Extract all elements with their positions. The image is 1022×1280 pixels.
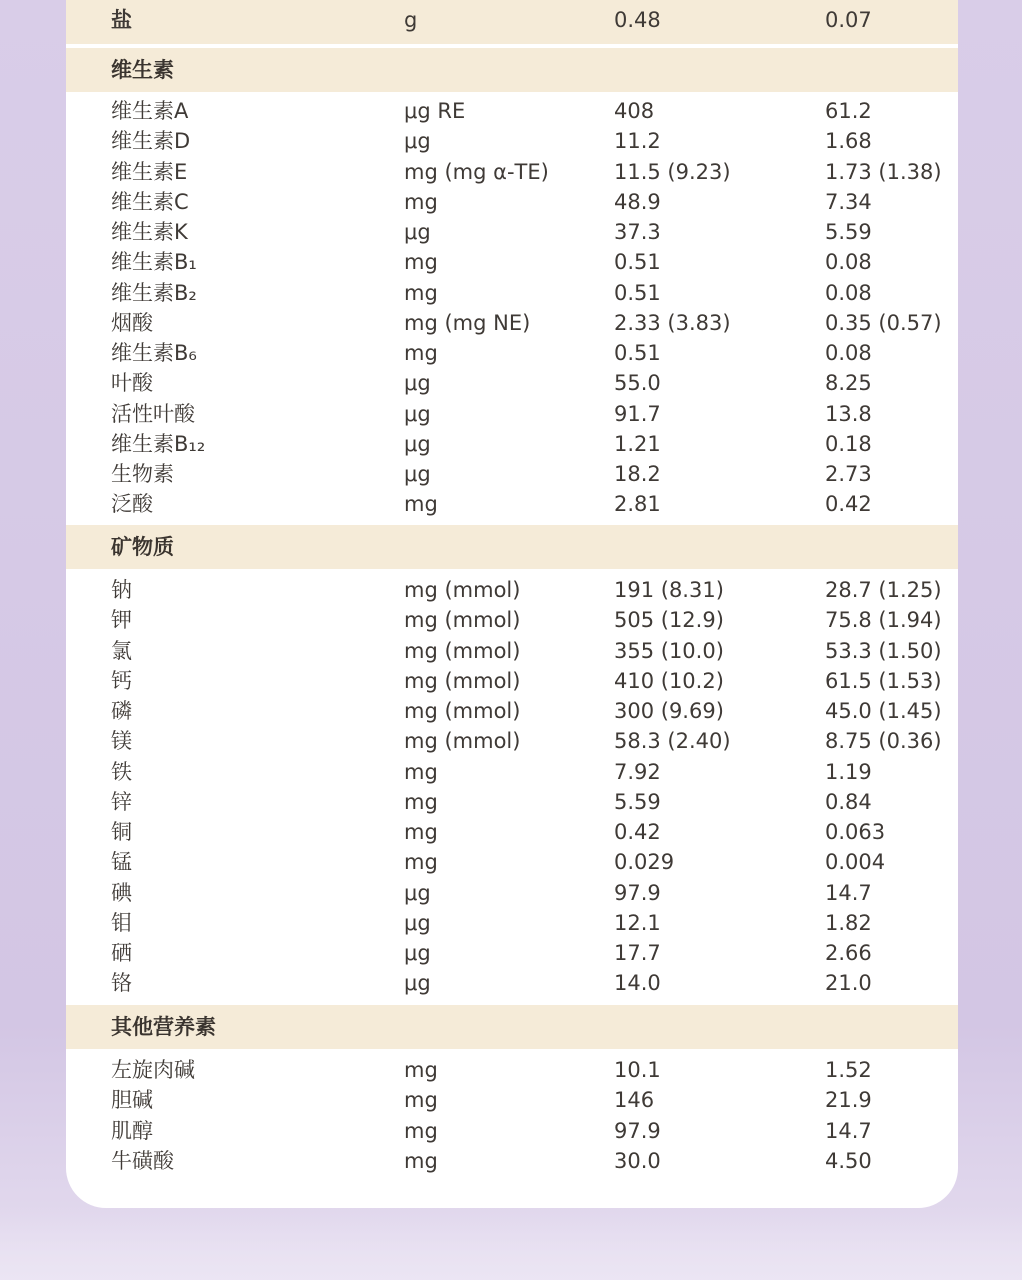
- nutrient-unit: μg: [404, 971, 431, 996]
- table-row: [66, 605, 958, 635]
- nutrient-unit: μg: [404, 129, 431, 154]
- nutrient-value-per-100g: 11.2: [614, 129, 661, 154]
- nutrient-name: 铬: [111, 971, 132, 996]
- nutrient-unit: μg: [404, 401, 431, 426]
- table-row: [66, 217, 958, 247]
- section-title: 其他营养素: [111, 1015, 216, 1039]
- nutrient-name: 维生素B₁₂: [111, 431, 206, 456]
- nutrient-unit: mg: [404, 789, 438, 814]
- nutrient-value-per-100kj: 8.25: [825, 371, 872, 396]
- table-row: [66, 787, 958, 817]
- nutrient-value-per-100g: 97.9: [614, 880, 661, 905]
- nutrient-value-per-100kj: 0.18: [825, 431, 872, 456]
- nutrient-value-per-100kj: 0.08: [825, 280, 872, 305]
- table-row: [66, 459, 958, 489]
- nutrient-name: 泛酸: [111, 492, 153, 517]
- nutrient-name: 烟酸: [111, 310, 153, 335]
- nutrient-value-per-100g: 191 (8.31): [614, 578, 724, 602]
- nutrient-unit: mg: [404, 341, 438, 365]
- nutrient-value-per-100kj: 61.2: [825, 99, 872, 123]
- nutrient-value-per-100g: 0.029: [614, 850, 675, 875]
- nutrient-unit: mg: [404, 1148, 438, 1173]
- nutrient-value-per-100g: 11.5 (9.23): [614, 159, 731, 184]
- nutrient-value-per-100g: 355 (10.0): [614, 638, 724, 663]
- table-row: [66, 157, 958, 187]
- nutrient-unit: mg: [404, 1118, 438, 1143]
- nutrient-value-per-100g: 0.51: [614, 250, 661, 275]
- nutrient-unit: mg (mmol): [404, 608, 521, 633]
- bottom-glow: [0, 1210, 1022, 1280]
- nutrient-name: 维生素B₆: [111, 341, 197, 365]
- nutrient-unit: μg: [404, 220, 431, 244]
- nutrient-unit: μg: [404, 941, 431, 965]
- nutrient-value-per-100kj: 53.3 (1.50): [825, 638, 942, 663]
- nutrient-value-per-100kj: 28.7 (1.25): [825, 578, 942, 602]
- table-row: [66, 429, 958, 459]
- nutrient-unit: mg: [404, 850, 438, 875]
- nutrient-value-per-100kj: 1.68: [825, 129, 872, 154]
- table-row: [66, 847, 958, 877]
- section-title: 矿物质: [111, 535, 174, 559]
- nutrient-value-per-100g: 91.7: [614, 401, 661, 426]
- nutrient-value-per-100kj: 8.75 (0.36): [825, 729, 942, 754]
- nutrient-value-per-100kj: 7.34: [825, 189, 872, 214]
- nutrient-unit: μg: [404, 880, 431, 905]
- section-header: [66, 525, 958, 569]
- nutrient-value-per-100g: 0.51: [614, 280, 661, 305]
- table-row: [66, 338, 958, 368]
- nutrient-name: 铁: [111, 759, 132, 784]
- nutrient-name: 钼: [111, 910, 132, 935]
- nutrient-unit: mg: [404, 280, 438, 305]
- nutrient-unit: mg (mmol): [404, 638, 521, 663]
- nutrient-name: 生物素: [111, 462, 174, 486]
- table-row: [66, 575, 958, 605]
- nutrient-value-per-100g: 2.81: [614, 492, 661, 517]
- nutrient-value-per-100kj: 1.82: [825, 910, 872, 935]
- nutrient-value-per-100g: 505 (12.9): [614, 608, 724, 633]
- nutrient-name: 左旋肉碱: [111, 1058, 195, 1082]
- nutrient-value-per-100g: 5.59: [614, 789, 661, 814]
- nutrient-name: 叶酸: [111, 371, 153, 396]
- nutrient-value-per-100kj: 0.84: [825, 789, 872, 814]
- nutrient-value-per-100g: 55.0: [614, 371, 661, 396]
- nutrient-value-per-100g: 0.51: [614, 341, 661, 365]
- nutrient-unit: g: [404, 8, 418, 32]
- nutrition-table-card: [66, 0, 958, 1208]
- nutrient-unit: μg: [404, 462, 431, 486]
- nutrient-name: 锰: [111, 850, 132, 875]
- nutrient-value-per-100g: 17.7: [614, 941, 661, 965]
- nutrient-value-per-100kj: 0.42: [825, 492, 872, 517]
- table-row: [66, 489, 958, 519]
- nutrient-value-per-100g: 37.3: [614, 220, 661, 244]
- nutrient-name: 维生素B₂: [111, 280, 197, 305]
- nutrient-value-per-100g: 1.21: [614, 431, 661, 456]
- nutrient-name: 铜: [111, 820, 132, 844]
- table-row: [66, 938, 958, 968]
- nutrient-name: 氯: [111, 638, 132, 663]
- table-row: [66, 817, 958, 847]
- table-row: [66, 757, 958, 787]
- table-row: [66, 1055, 958, 1085]
- table-row: [66, 968, 958, 998]
- table-row: [66, 1085, 958, 1115]
- nutrient-value-per-100g: 7.92: [614, 759, 661, 784]
- nutrient-name: 活性叶酸: [111, 401, 195, 426]
- nutrient-name: 碘: [111, 880, 132, 905]
- nutrient-value-per-100kj: 14.7: [825, 880, 872, 905]
- nutrient-unit: mg (mmol): [404, 578, 521, 602]
- nutrient-name: 盐: [111, 8, 132, 32]
- nutrient-unit: mg (mg NE): [404, 310, 531, 335]
- nutrient-name: 维生素B₁: [111, 250, 197, 275]
- nutrient-unit: mg (mmol): [404, 729, 521, 754]
- table-row: [66, 96, 958, 126]
- nutrient-value-per-100kj: 0.004: [825, 850, 886, 875]
- nutrient-name: 肌醇: [111, 1118, 153, 1143]
- table-row: [66, 187, 958, 217]
- section-header: [66, 48, 958, 92]
- nutrient-value-per-100g: 410 (10.2): [614, 668, 724, 693]
- nutrient-value-per-100g: 10.1: [614, 1058, 661, 1082]
- nutrient-value-per-100g: 300 (9.69): [614, 699, 724, 723]
- nutrient-value-per-100kj: 0.063: [825, 820, 886, 844]
- nutrient-unit: mg: [404, 250, 438, 275]
- section-title: 维生素: [111, 58, 174, 82]
- nutrient-name: 磷: [111, 699, 132, 723]
- table-row: [66, 878, 958, 908]
- nutrient-value-per-100kj: 0.07: [825, 8, 872, 32]
- nutrient-value-per-100kj: 5.59: [825, 220, 872, 244]
- table-row: [66, 368, 958, 398]
- nutrient-name: 牛磺酸: [111, 1148, 174, 1173]
- nutrient-unit: mg: [404, 759, 438, 784]
- nutrient-value-per-100kj: 0.35 (0.57): [825, 310, 942, 335]
- table-row: [66, 908, 958, 938]
- nutrient-name: 锌: [111, 789, 132, 814]
- nutrient-unit: mg: [404, 820, 438, 844]
- nutrient-value-per-100kj: 1.19: [825, 759, 872, 784]
- section-header: [66, 1005, 958, 1049]
- nutrient-name: 钾: [111, 608, 132, 633]
- nutrient-unit: mg: [404, 492, 438, 517]
- nutrient-name: 维生素A: [111, 99, 189, 123]
- table-row: [66, 696, 958, 726]
- nutrient-value-per-100kj: 2.73: [825, 462, 872, 486]
- nutrient-value-per-100kj: 0.08: [825, 250, 872, 275]
- nutrient-value-per-100g: 58.3 (2.40): [614, 729, 731, 754]
- nutrient-value-per-100kj: 0.08: [825, 341, 872, 365]
- table-row: [66, 666, 958, 696]
- table-row: [66, 308, 958, 338]
- nutrient-value-per-100g: 2.33 (3.83): [614, 310, 731, 335]
- nutrient-name: 硒: [111, 941, 132, 965]
- nutrient-name: 维生素C: [111, 189, 189, 214]
- table-row: [66, 126, 958, 156]
- nutrient-value-per-100kj: 2.66: [825, 941, 872, 965]
- nutrient-name: 镁: [111, 729, 132, 754]
- nutrient-unit: μg: [404, 431, 431, 456]
- nutrient-value-per-100kj: 14.7: [825, 1118, 872, 1143]
- nutrient-value-per-100kj: 61.5 (1.53): [825, 668, 942, 693]
- nutrient-value-per-100kj: 45.0 (1.45): [825, 699, 942, 723]
- nutrient-unit: mg (mmol): [404, 699, 521, 723]
- nutrient-value-per-100kj: 1.73 (1.38): [825, 159, 942, 184]
- nutrient-value-per-100kj: 21.0: [825, 971, 872, 996]
- table-row: [66, 247, 958, 277]
- nutrient-value-per-100kj: 4.50: [825, 1148, 872, 1173]
- nutrient-unit: mg: [404, 1058, 438, 1082]
- nutrient-unit: mg (mmol): [404, 668, 521, 693]
- table-row: [66, 636, 958, 666]
- nutrient-value-per-100g: 12.1: [614, 910, 661, 935]
- nutrient-value-per-100kj: 21.9: [825, 1088, 872, 1113]
- table-row-salt: [66, 0, 958, 44]
- table-row: [66, 726, 958, 756]
- nutrient-value-per-100kj: 1.52: [825, 1058, 872, 1082]
- nutrient-value-per-100g: 48.9: [614, 189, 661, 214]
- nutrient-value-per-100g: 14.0: [614, 971, 661, 996]
- table-row: [66, 1146, 958, 1176]
- nutrient-value-per-100g: 146: [614, 1088, 655, 1113]
- nutrient-unit: mg (mg α-TE): [404, 159, 549, 184]
- nutrient-name: 维生素E: [111, 159, 188, 184]
- nutrient-unit: mg: [404, 1088, 438, 1113]
- nutrient-unit: μg RE: [404, 99, 466, 123]
- table-row: [66, 1116, 958, 1146]
- nutrient-value-per-100kj: 75.8 (1.94): [825, 608, 942, 633]
- nutrient-value-per-100g: 30.0: [614, 1148, 661, 1173]
- nutrient-value-per-100g: 18.2: [614, 462, 661, 486]
- nutrient-unit: mg: [404, 189, 438, 214]
- nutrient-value-per-100g: 0.48: [614, 8, 661, 32]
- table-row: [66, 399, 958, 429]
- nutrient-unit: μg: [404, 371, 431, 396]
- table-row: [66, 278, 958, 308]
- nutrient-value-per-100g: 0.42: [614, 820, 661, 844]
- nutrient-value-per-100kj: 13.8: [825, 401, 872, 426]
- nutrient-value-per-100g: 97.9: [614, 1118, 661, 1143]
- nutrient-name: 钙: [111, 668, 132, 693]
- nutrient-name: 维生素D: [111, 129, 191, 154]
- nutrient-unit: μg: [404, 910, 431, 935]
- nutrient-value-per-100g: 408: [614, 99, 655, 123]
- nutrient-name: 维生素K: [111, 220, 188, 244]
- nutrient-name: 胆碱: [111, 1088, 153, 1113]
- nutrient-name: 钠: [111, 578, 132, 602]
